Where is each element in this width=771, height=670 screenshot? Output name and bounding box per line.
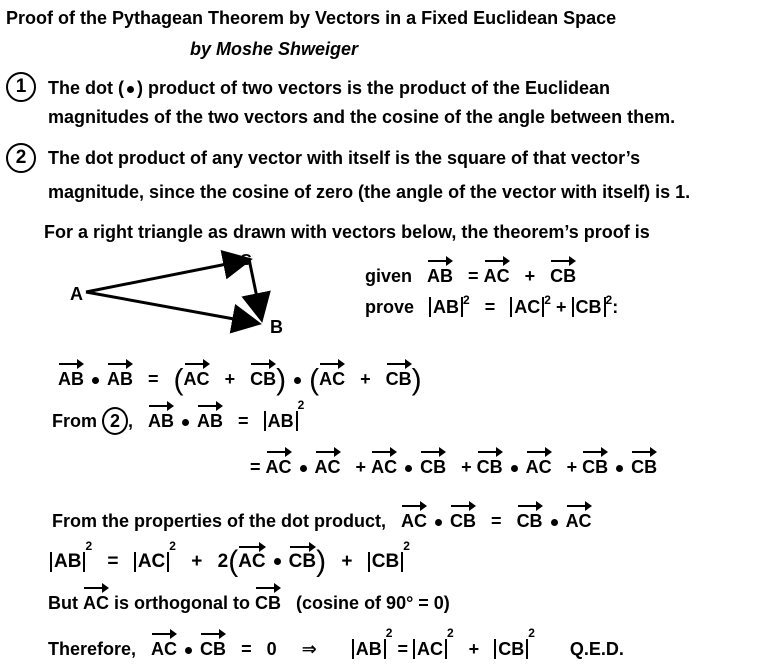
coefficient-two: 2 [217,551,229,572]
exponent: 2 [297,398,305,412]
exponent: 2 [85,539,93,553]
vector-ac: AC [83,584,109,613]
exponent: 2 [463,293,470,307]
plus-sign: + [461,457,472,477]
exponent: 2 [169,539,176,553]
equals-sign: = [148,369,159,389]
equals-sign: = [468,266,479,286]
from-properties-label: From the properties of the dot product, [52,511,386,531]
vector-ac: AC [238,543,265,572]
vector-triangle-diagram [60,245,300,345]
dot-symbol [92,377,99,384]
vector-cb: CB [200,630,226,659]
orthogonal-label: is orthogonal to [114,593,251,613]
vertex-b-label: B [270,317,283,337]
magnitude-ab: AB [264,411,298,431]
vector-cb: CB [420,448,446,477]
statement-1-text-a: The dot ( [48,78,124,98]
vector-ac: AC [151,630,177,659]
equals-sign: = [397,639,408,659]
author-line: by Moshe Shweiger [190,39,359,59]
exponent: 2 [385,626,393,640]
four-term-expansion [250,448,657,478]
exponent: 2 [403,539,410,553]
vertex-a-label: A [70,284,83,304]
plus-sign: + [341,551,353,572]
dot-symbol [274,558,281,565]
vector-ac: AC [526,448,552,477]
dot-symbol [294,377,301,384]
from-statement-2-line: From 2 , AB AB = $AB^2$ [52,402,304,435]
vector-ac-arrow [86,260,247,292]
statement-1-line-2: magnitudes of the two vectors and the cosine of the angle between them. [48,107,676,127]
dot-symbol [185,647,192,654]
equals-sign: = [107,551,119,572]
equals-sign: = [241,639,252,659]
given-label: given [365,266,413,286]
vector-ac: AC [315,448,341,477]
intro-text: For a right triangle as drawn with vectors below, the theorem’s proof is [44,222,650,242]
equals-sign: = [484,297,496,317]
magnitude-cb: CB [494,639,528,659]
qed-label: Q.E.D. [569,639,624,659]
cosine-note: (cosine of 90° = 0) [296,593,450,613]
from-label: From [52,411,97,431]
vertex-c-label: C [240,252,252,269]
magnitude-cb: CB [572,297,606,317]
exponent: 2 [544,293,551,307]
plus-sign: + [566,457,578,477]
vector-ac: AC [484,257,510,286]
orthogonal-line [48,584,450,614]
plus-sign: + [224,369,236,389]
magnitude-ac: AC [510,297,544,317]
magnitude-expansion: $AB^2 = AC^2 + 2(AC$ $CB) + CB^2$ [50,543,410,573]
commutative-line [52,502,592,532]
magnitude-ac: AC [413,639,447,659]
statement-2-number: 2 [6,143,36,173]
dot-symbol [405,465,412,472]
vector-cb: CB [517,502,543,531]
magnitude-ab: AB [50,552,85,572]
page-title: Proof of the Pythagean Theorem by Vectors in a Fixed Euclidean Space [6,8,617,28]
prove-line [365,293,619,318]
dot-symbol [300,465,307,472]
dot-symbol [616,465,623,472]
magnitude-ac: AC [134,552,169,572]
dot-symbol [551,519,558,526]
exponent: 2 [605,293,613,307]
statement-1-line-1 [48,78,610,99]
prove-label: prove [365,297,415,317]
vector-ac: AC [184,360,210,389]
statement-1-text-b: ) product of two vectors is the product of the Euclidean [136,78,611,98]
statement-2-ref: 2 [102,407,128,435]
vector-ac: AC [566,502,592,531]
equals-sign: = [250,457,261,477]
implies-arrow: ⇒ [301,639,317,659]
vector-cb: CB [250,360,276,389]
therefore-label: Therefore, [48,639,137,659]
vector-cb: CB [255,584,281,613]
equals-sign: = [491,511,502,531]
vector-ab: AB [107,360,133,389]
dot-product-expansion: AB AB = (AC + CB) (AC + CB) [58,360,422,390]
conclusion-line [48,626,624,660]
vector-ab: AB [58,360,84,389]
vector-cb: CB [550,257,576,286]
vector-ac: AC [401,502,427,531]
vector-ab-arrow [86,292,256,323]
statement-2-line-1: The dot product of any vector with itself is the square of that vector’s [48,148,641,168]
magnitude-ab: AB [429,297,463,317]
magnitude-ab: AB [352,639,386,659]
dot-symbol [127,86,134,93]
vector-cb: CB [582,448,608,477]
vector-cb: CB [289,543,316,572]
plus-sign: + [191,551,203,572]
equals-sign: = [238,411,249,431]
dot-symbol [182,419,189,426]
statement-1-number: 1 [6,72,36,102]
magnitude-cb: CB [368,552,403,572]
plus-sign: + [360,369,371,389]
vector-ac: AC [319,360,345,389]
plus-sign: + [355,457,367,477]
plus-sign: + [468,639,480,659]
plus-sign: + [555,297,567,317]
vector-ab: AB [148,402,174,431]
vector-cb: CB [477,448,503,477]
but-label: But [48,593,78,613]
exponent: 2 [528,626,535,640]
vector-ac: AC [266,448,292,477]
vector-cb: CB [386,360,412,389]
vector-ab: AB [197,402,223,431]
plus-sign: + [524,266,536,286]
dot-symbol [435,519,442,526]
vector-cb: CB [450,502,476,531]
vector-ac: AC [371,448,397,477]
vector-cb: CB [631,448,657,477]
exponent: 2 [446,626,454,640]
vector-ab: AB [427,257,453,286]
colon: : [612,297,619,317]
dot-symbol [511,465,518,472]
given-line [365,257,576,287]
statement-2-line-2: magnitude, since the cosine of zero (the angle of the vector with itself) is 1. [48,182,691,202]
zero-value: 0 [266,639,277,659]
